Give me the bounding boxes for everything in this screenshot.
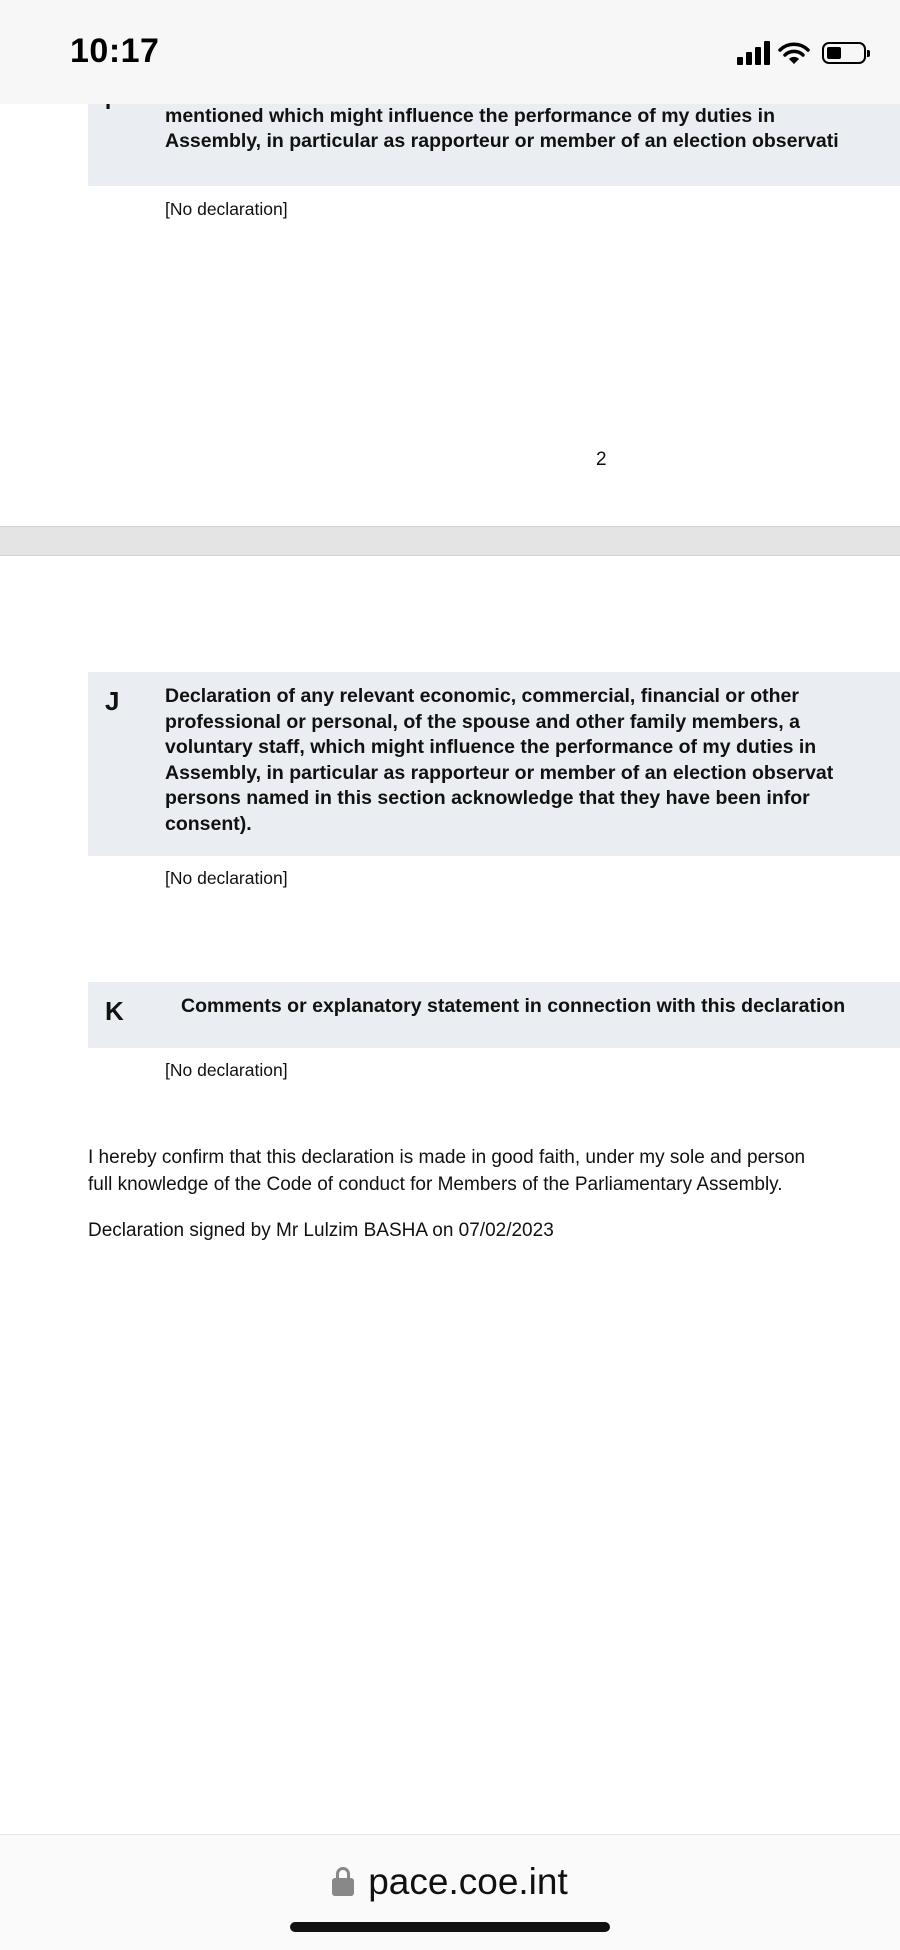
section-j-text [165, 684, 900, 837]
section-j-line: professional or personal, of the spouse and other family members, a [165, 710, 800, 733]
section-j-line: Assembly, in particular as rapporteur or member of an election observat [165, 761, 834, 784]
section-k-title: Comments or explanatory statement in connection with this declaration [181, 995, 846, 1017]
url-bar[interactable] [0, 1834, 900, 1950]
confirmation-line: I hereby confirm that this declaration is made in good faith, under my sole and person [88, 1147, 806, 1168]
section-j-line: consent). [165, 812, 252, 835]
confirmation-statement [88, 1144, 900, 1198]
page-number: 2 [596, 449, 607, 470]
confirmation-line: full knowledge of the Code of conduct for Members of the Parliamentary Assembly. [88, 1174, 783, 1195]
battery-icon [822, 42, 866, 64]
section-j-line: persons named in this section acknowledge that they have been infor [165, 787, 810, 809]
section-k-value: [No declaration] [165, 1060, 288, 1080]
signature-line: Declaration signed by Mr Lulzim BASHA on 07/02/2023 [88, 1220, 554, 1241]
status-icons [737, 38, 866, 68]
section-j-letter: J [105, 686, 120, 716]
url-domain: pace.coe.int [368, 1861, 568, 1902]
wifi-icon [778, 41, 810, 65]
status-time: 10:17 [70, 32, 160, 70]
section-j-line: voluntary staff, which might influence the performance of my duties in [165, 736, 817, 758]
section-j-line: Declaration of any relevant economic, commercial, financial or other [165, 685, 799, 707]
section-k-letter: K [105, 996, 124, 1026]
section-i-line: mentioned which might influence the performance of my duties in [165, 104, 775, 127]
section-j-value: [No declaration] [165, 868, 288, 888]
section-j-header [88, 672, 900, 856]
home-indicator[interactable] [290, 1922, 610, 1932]
cellular-signal-icon [737, 41, 770, 65]
section-i-value: [No declaration] [165, 199, 288, 219]
lock-icon [332, 1878, 354, 1896]
section-k-header [88, 982, 900, 1048]
status-bar [0, 0, 900, 104]
section-i-line: Assembly, in particular as rapporteur or member of an election observati [165, 130, 839, 152]
url-display[interactable] [0, 1861, 900, 1903]
page-separator [0, 526, 900, 556]
